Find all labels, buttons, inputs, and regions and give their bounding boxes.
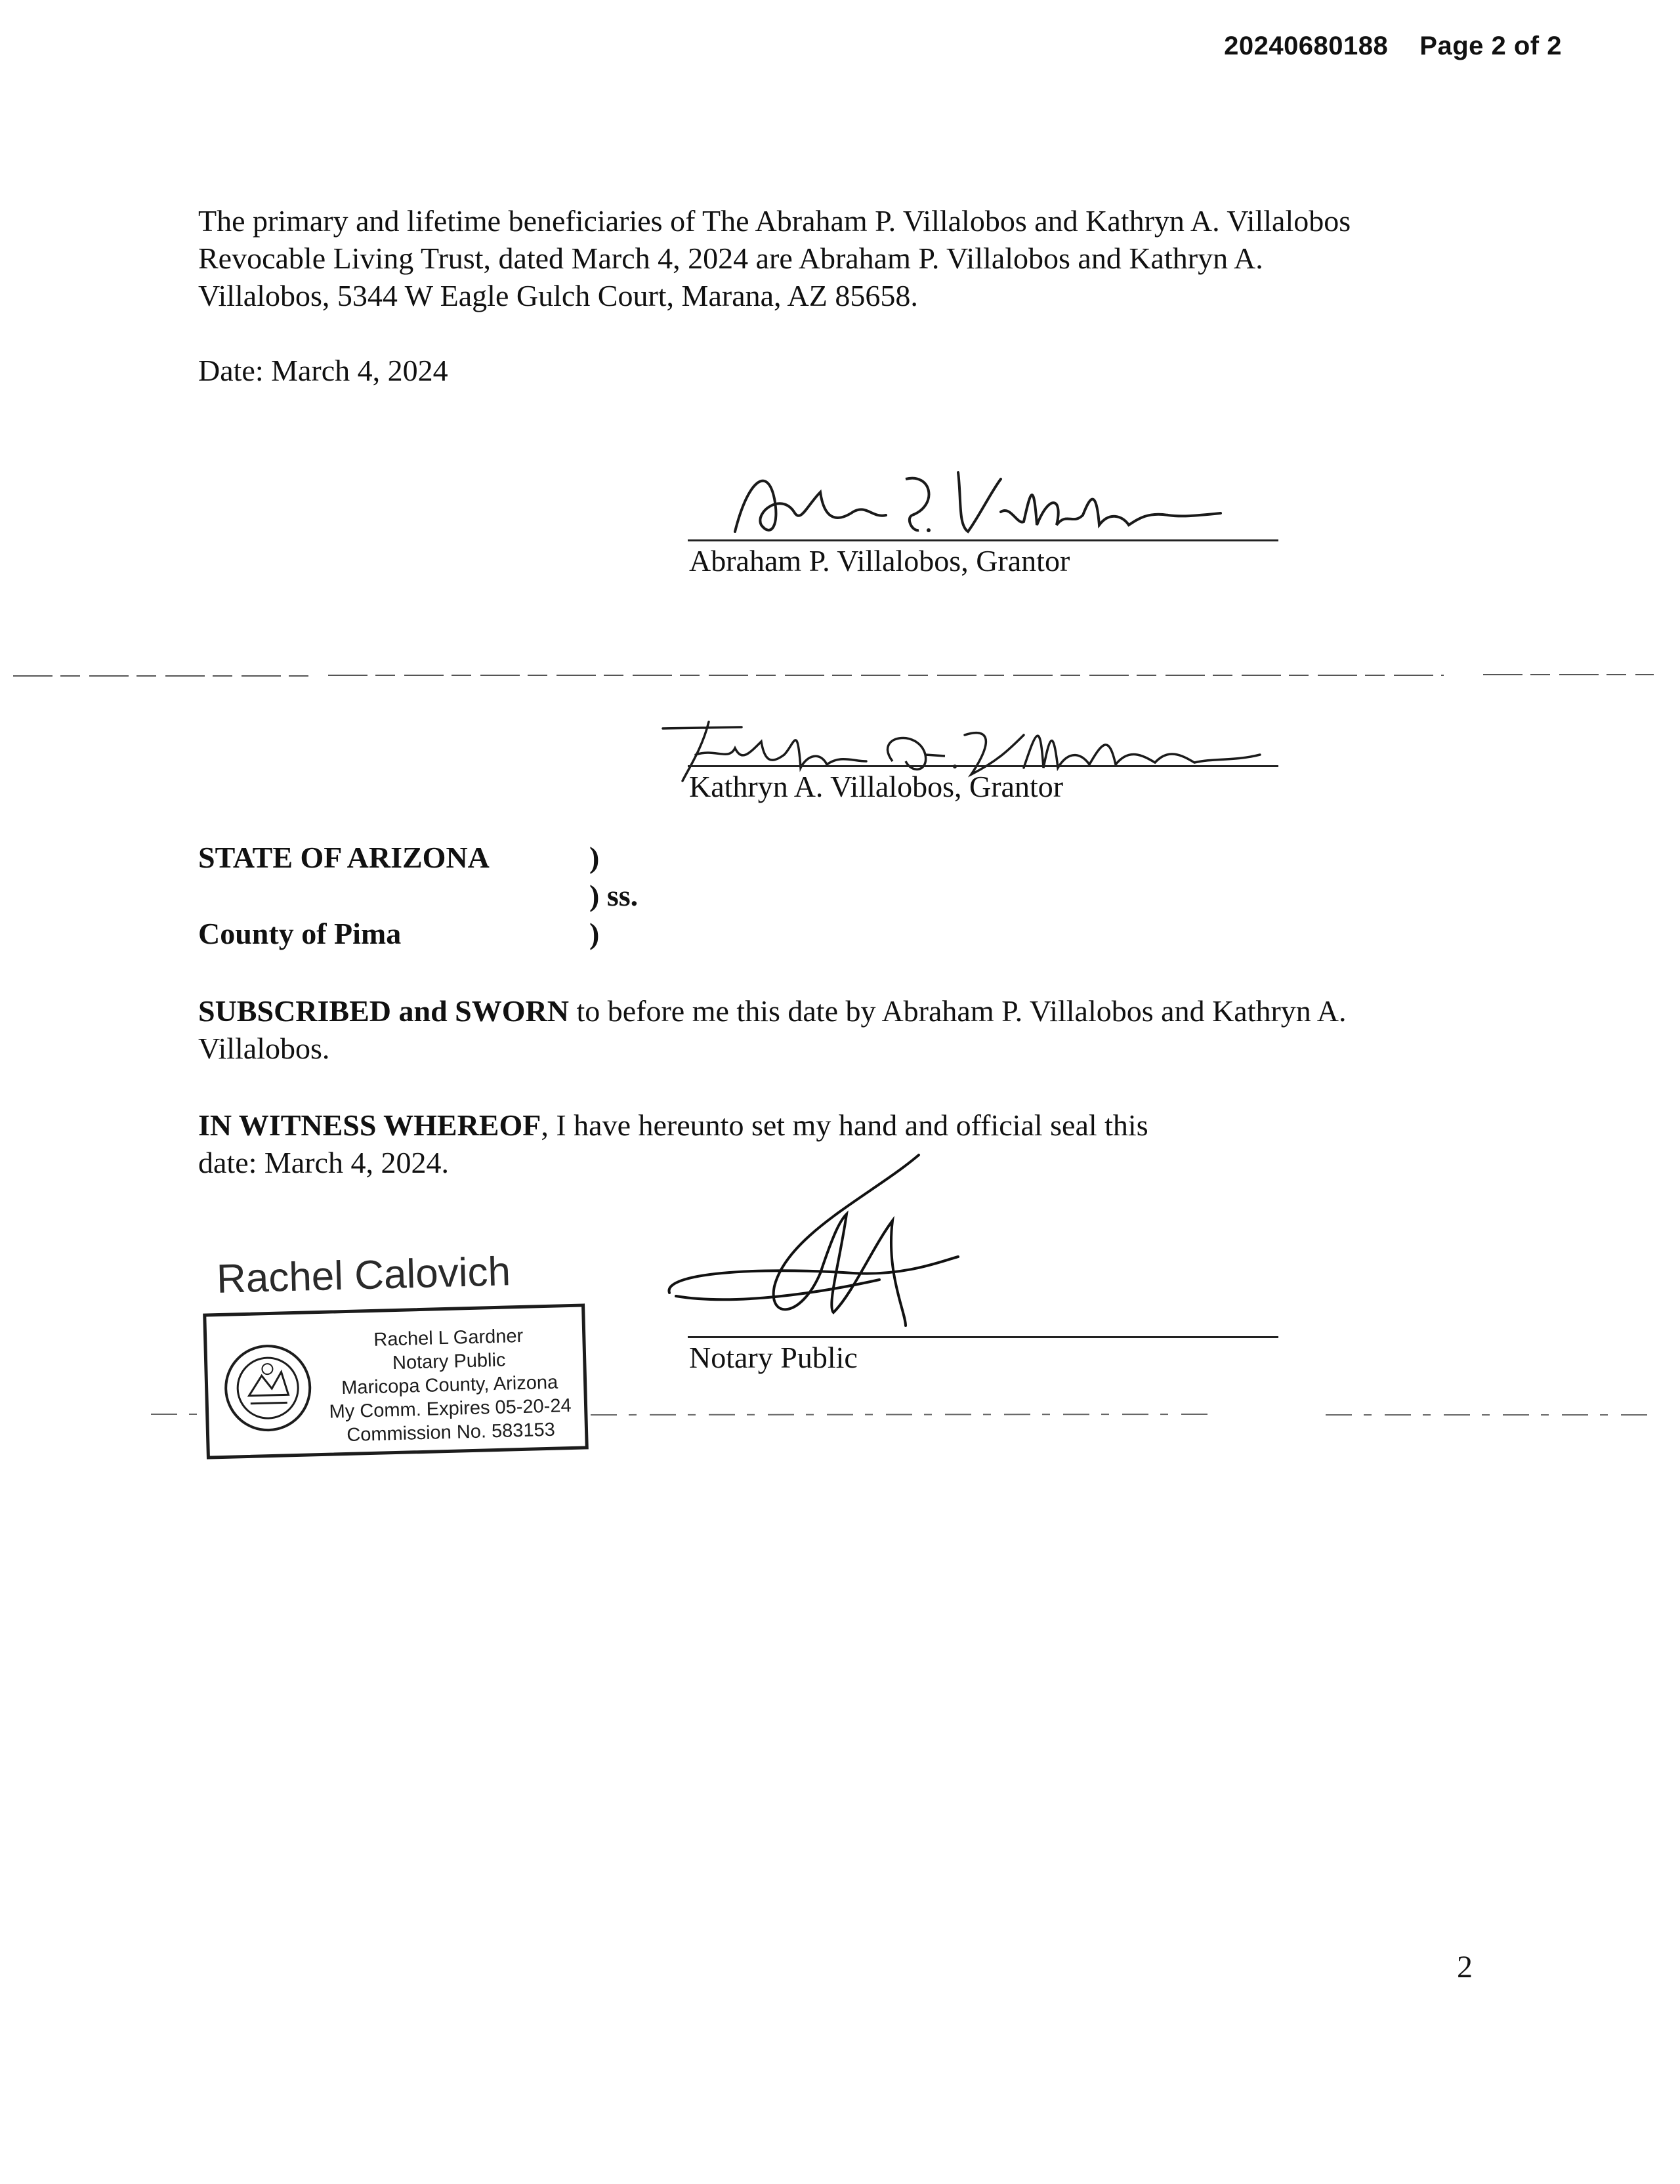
- stamp-line-title: Notary Public: [392, 1349, 506, 1374]
- venue-ss: ) ss.: [589, 879, 639, 912]
- witness-text-line-2: date: March 4, 2024.: [198, 1146, 449, 1179]
- grantor-1-signature: [709, 453, 1247, 551]
- stamped-notary-name: Rachel Calovich: [216, 1249, 511, 1302]
- venue-state: STATE OF ARIZONA: [198, 841, 490, 874]
- sworn-heading: SUBSCRIBED and SWORN: [198, 994, 569, 1028]
- page-number: 2: [1457, 1950, 1473, 1984]
- sworn-text-line-1: to before me this date by Abraham P. Villalobos and Kathryn A.: [568, 994, 1347, 1028]
- grantor-1-signature-line: [688, 539, 1278, 541]
- scan-fold-line: [0, 673, 1680, 679]
- notary-signature: [656, 1142, 971, 1339]
- page-indicator: Page 2 of 2: [1419, 32, 1562, 60]
- venue-paren-top: ): [589, 841, 600, 874]
- witness-text-line-1: , I have hereunto set my hand and official seal this: [541, 1108, 1148, 1142]
- beneficiaries-line-1: The primary and lifetime beneficiaries of The Abraham P. Villalobos and Kathryn A. Villalobos: [198, 204, 1351, 238]
- notary-stamp: [203, 1303, 589, 1459]
- venue-paren-bottom: ): [589, 917, 600, 950]
- arizona-state-seal-icon: [221, 1341, 314, 1435]
- beneficiaries-line-2: Revocable Living Trust, dated March 4, 2024 are Abraham P. Villalobos and Kathryn A.: [198, 242, 1263, 275]
- recording-header: [1224, 32, 1562, 61]
- witness-heading: IN WITNESS WHEREOF: [198, 1108, 541, 1142]
- notary-caption: Notary Public: [689, 1341, 858, 1374]
- venue-county: County of Pima: [198, 917, 402, 950]
- sworn-text-line-2: Villalobos.: [198, 1032, 330, 1065]
- notary-signature-line: [688, 1336, 1278, 1338]
- notary-stamp-text: [317, 1323, 583, 1448]
- grantor-1-caption: Abraham P. Villalobos, Grantor: [689, 544, 1070, 578]
- stamp-line-county: Maricopa County, Arizona: [341, 1372, 558, 1399]
- sworn-statement: [198, 992, 1511, 1067]
- document-date: Date: March 4, 2024: [198, 354, 448, 387]
- document-number: 20240680188: [1224, 32, 1389, 60]
- stamp-line-commission: Commission No. 583153: [346, 1419, 556, 1446]
- beneficiaries-paragraph: [198, 202, 1511, 314]
- stamp-line-name: Rachel L Gardner: [373, 1325, 524, 1351]
- grantor-2-signature-line: [688, 765, 1278, 767]
- stamp-line-expires: My Comm. Expires 05-20-24: [329, 1395, 572, 1423]
- grantor-2-caption: Kathryn A. Villalobos, Grantor: [689, 770, 1064, 803]
- beneficiaries-line-3: Villalobos, 5344 W Eagle Gulch Court, Marana, AZ 85658.: [198, 279, 918, 312]
